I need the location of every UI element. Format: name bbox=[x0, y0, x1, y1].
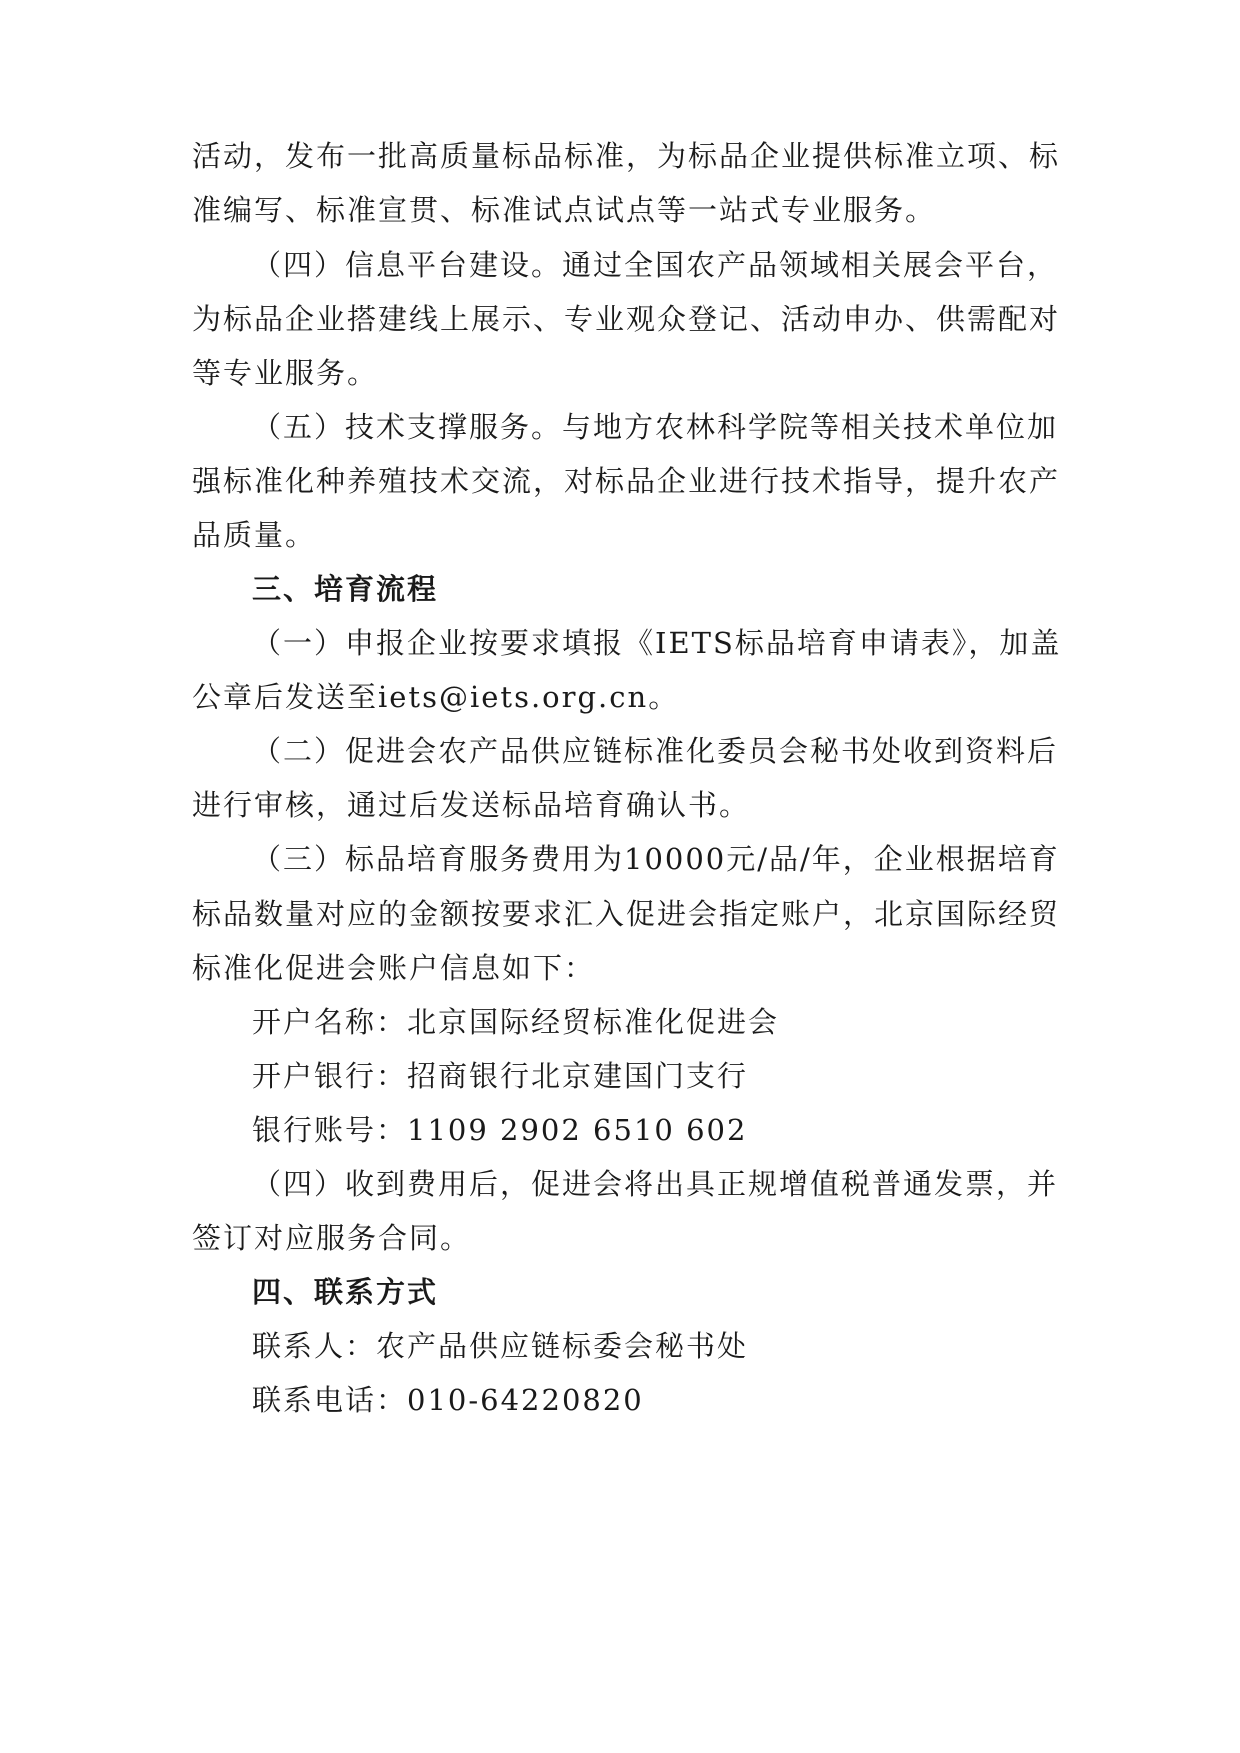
paragraph-line: 公章后发送至iets@iets.org.cn。 bbox=[192, 680, 680, 714]
account-name: 开户名称：北京国际经贸标准化促进会 bbox=[252, 1005, 780, 1039]
paragraph-line: （五）技术支撑服务。与地方农林科学院等相关技术单位加 bbox=[252, 410, 1059, 444]
paragraph-line: 签订对应服务合同。 bbox=[192, 1221, 472, 1255]
paragraph-line: （三）标品培育服务费用为10000元/品/年，企业根据培育 bbox=[252, 842, 1060, 876]
paragraph-line: 标准化促进会账户信息如下： bbox=[192, 951, 596, 985]
paragraph-line: 强标准化种养殖技术交流，对标品企业进行技术指导，提升农产 bbox=[192, 464, 1061, 498]
paragraph-line: 为标品企业搭建线上展示、专业观众登记、活动申办、供需配对 bbox=[192, 302, 1061, 336]
paragraph-line: 等专业服务。 bbox=[192, 356, 379, 390]
section-heading: 三、培育流程 bbox=[252, 572, 439, 606]
paragraph-line: （二）促进会农产品供应链标准化委员会秘书处收到资料后 bbox=[252, 734, 1059, 768]
paragraph-line: （一）申报企业按要求填报《IETS标品培育申请表》，加盖 bbox=[252, 626, 1062, 660]
contact-person: 联系人：农产品供应链标委会秘书处 bbox=[252, 1329, 749, 1363]
section-heading: 四、联系方式 bbox=[252, 1275, 439, 1309]
paragraph-line: （四）信息平台建设。通过全国农产品领域相关展会平台， bbox=[252, 248, 1059, 282]
paragraph-line: 品质量。 bbox=[192, 518, 317, 552]
contact-phone: 联系电话：010-64220820 bbox=[252, 1383, 644, 1417]
paragraph-line: 标品数量对应的金额按要求汇入促进会指定账户，北京国际经贸 bbox=[192, 897, 1061, 931]
account-bank: 开户银行：招商银行北京建国门支行 bbox=[252, 1059, 749, 1093]
paragraph-line: 准编写、标准宣贯、标准试点试点等一站式专业服务。 bbox=[192, 193, 937, 227]
account-number: 银行账号：1109 2902 6510 602 bbox=[252, 1113, 748, 1147]
paragraph-line: （四）收到费用后，促进会将出具正规增值税普通发票，并 bbox=[252, 1167, 1059, 1201]
paragraph-line: 进行审核，通过后发送标品培育确认书。 bbox=[192, 788, 751, 822]
paragraph-line: 活动，发布一批高质量标品标准，为标品企业提供标准立项、标 bbox=[192, 139, 1061, 173]
